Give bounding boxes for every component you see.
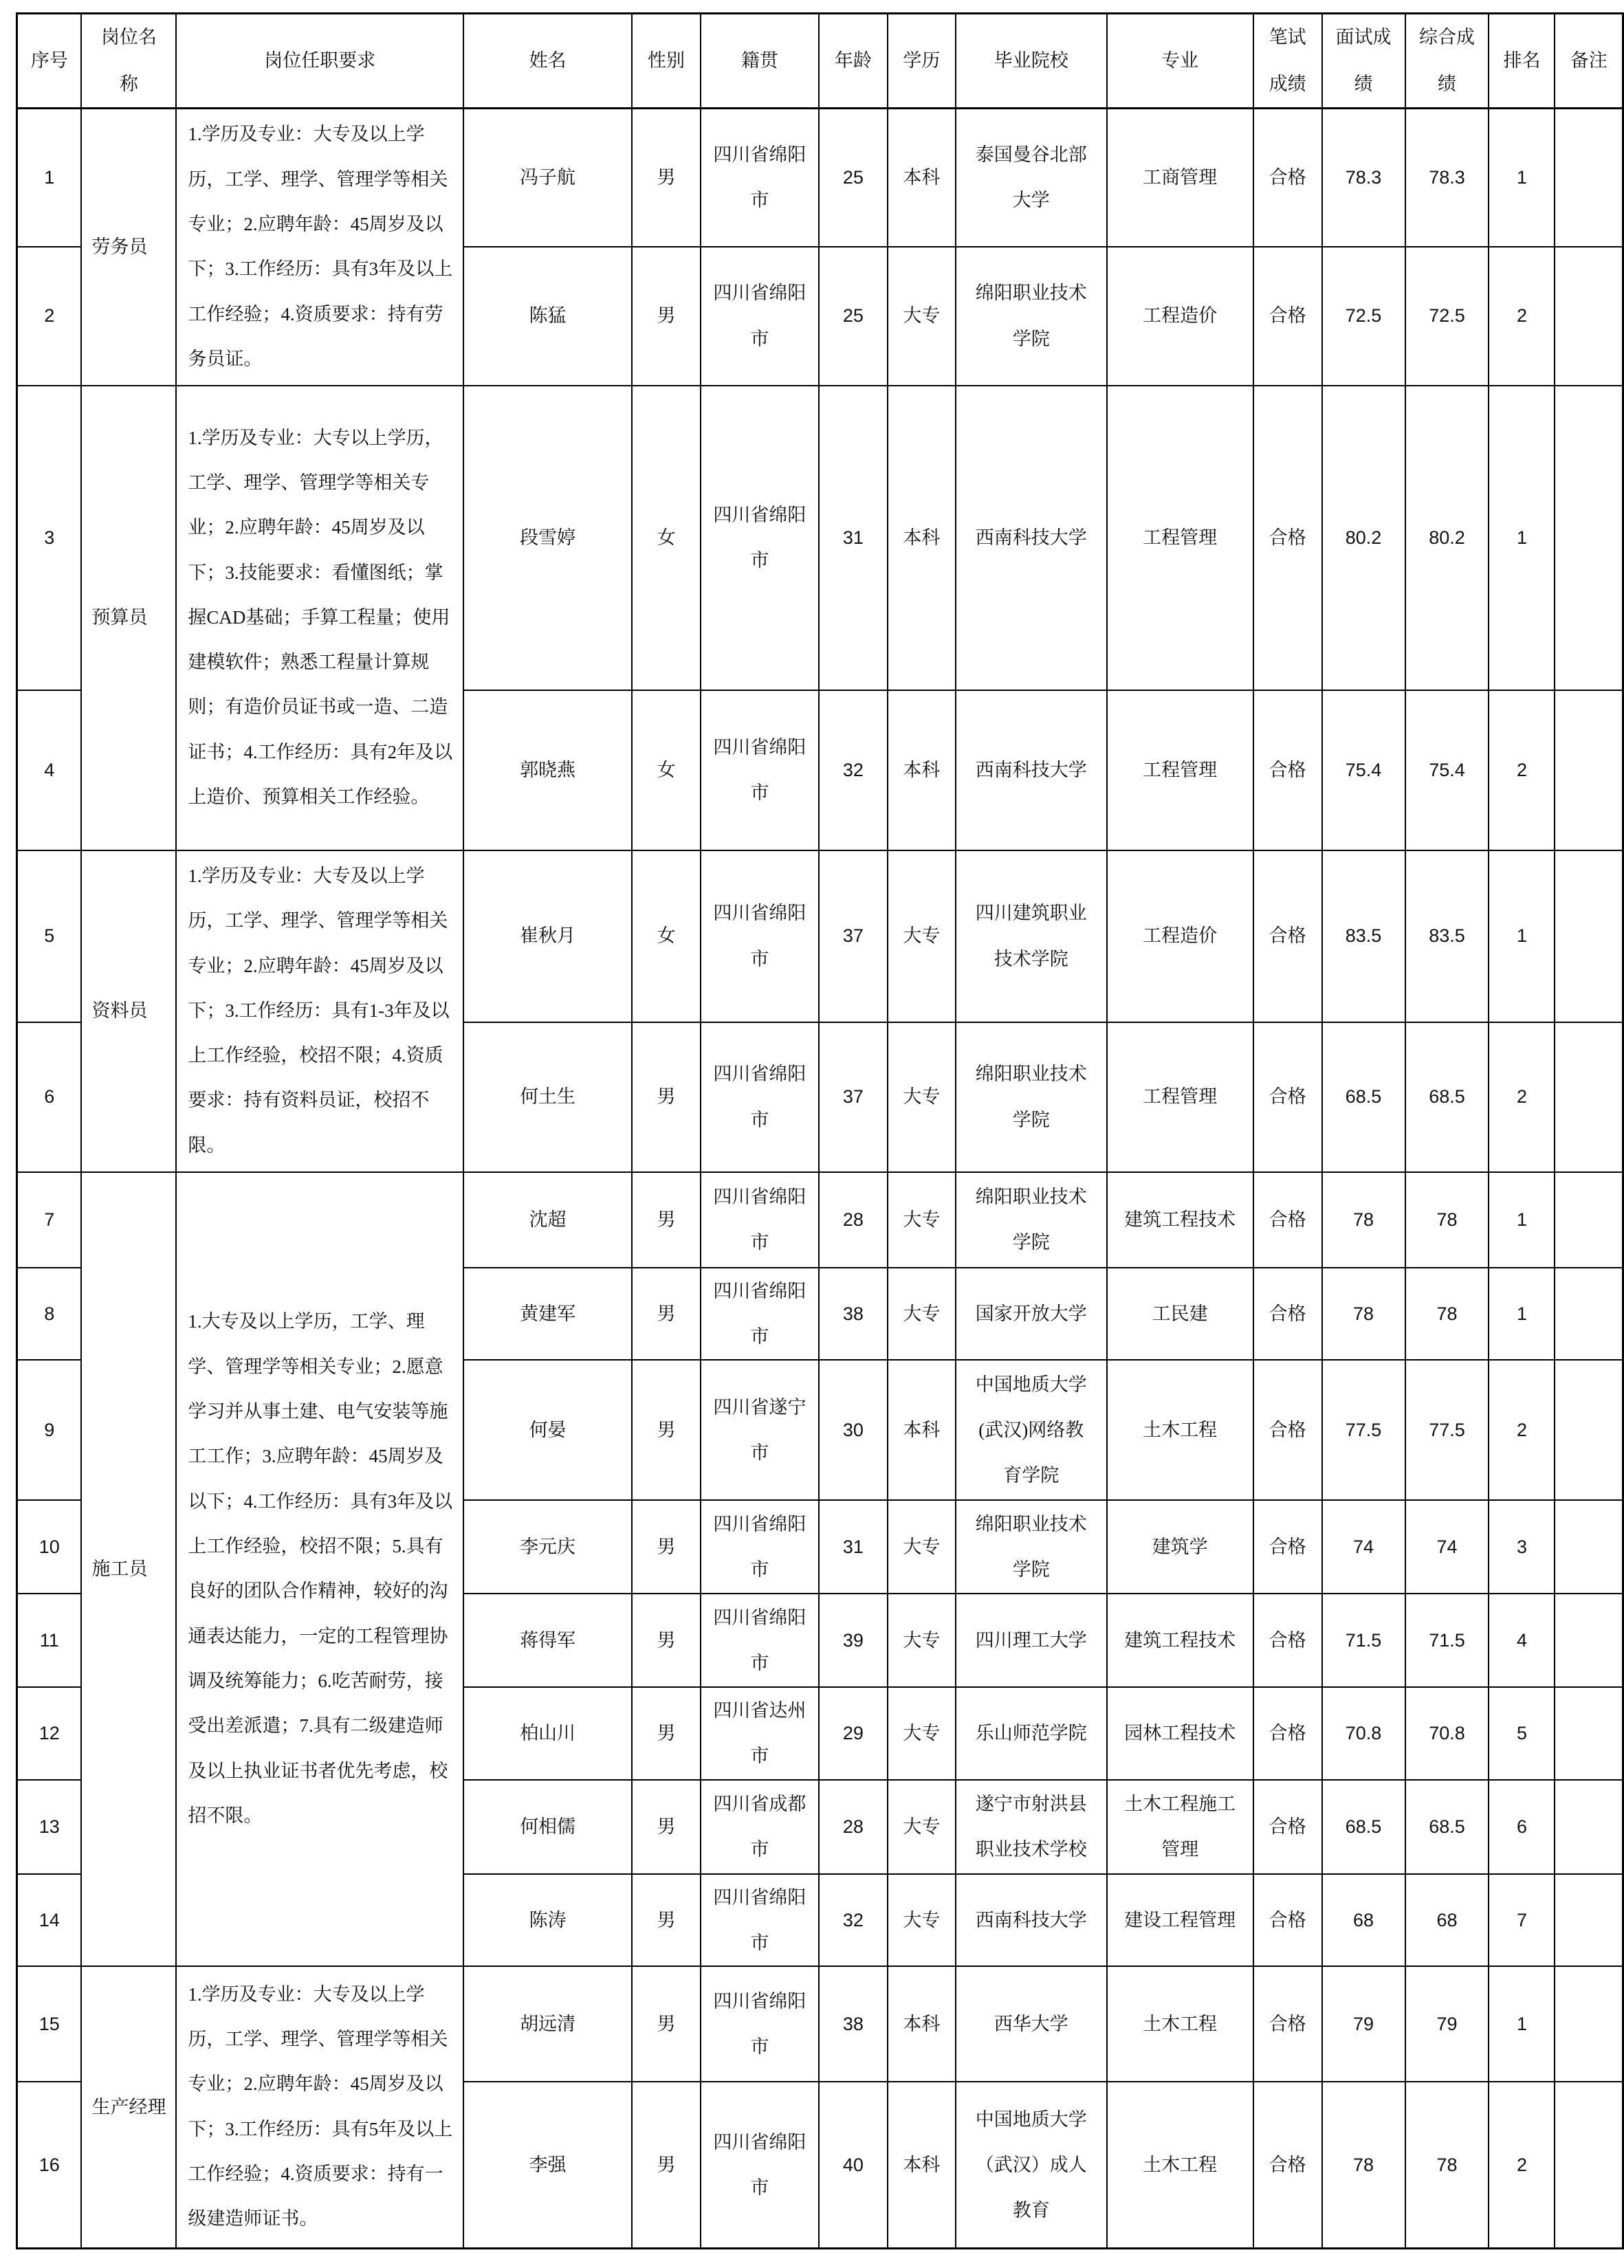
gender: 男: [632, 1022, 701, 1172]
written-score: 合格: [1253, 850, 1322, 1022]
school: 四川建筑职业技术学院: [956, 850, 1107, 1022]
header-col-no: 序号: [17, 14, 82, 109]
education: 大专: [888, 1780, 956, 1874]
candidate-name: 柏山川: [463, 1687, 632, 1780]
origin: 四川省绵阳市: [701, 109, 819, 247]
total-score: 75.4: [1405, 690, 1489, 850]
note: [1555, 109, 1623, 247]
row-number: 8: [17, 1268, 82, 1360]
candidate-name: 黄建军: [463, 1268, 632, 1360]
interview-score: 74: [1322, 1500, 1405, 1594]
candidate-name: 何土生: [463, 1022, 632, 1172]
interview-score: 68.5: [1322, 1780, 1405, 1874]
interview-score: 78: [1322, 1172, 1405, 1268]
age: 38: [819, 1268, 888, 1360]
row-number: 15: [17, 1966, 82, 2082]
header-col-name: 姓名: [463, 14, 632, 109]
age: 38: [819, 1966, 888, 2082]
interview-score: 72.5: [1322, 247, 1405, 386]
written-score: 合格: [1253, 2082, 1322, 2248]
position-requirements: 1.学历及专业：大专以上学历，工学、理学、管理学等相关专业；2.应聘年龄：45周岁及以下；3.技能要求：看懂图纸；掌握CAD基础；手算工程量；使用建模软件；熟悉工程量计算规则；有造价员证书或一造、二造证书；4.工作经历：具有2年及以上造价、预算相关工作经验。: [176, 386, 463, 850]
candidate-name: 李强: [463, 2082, 632, 2248]
school: 乐山师范学院: [956, 1687, 1107, 1780]
rank: 1: [1489, 1966, 1555, 2082]
interview-score: 70.8: [1322, 1687, 1405, 1780]
rank: 2: [1489, 247, 1555, 386]
origin: 四川省成都市: [701, 1780, 819, 1874]
education: 大专: [888, 1874, 956, 1966]
interview-score: 68: [1322, 1874, 1405, 1966]
origin: 四川省绵阳市: [701, 1594, 819, 1687]
candidate-name: 陈涛: [463, 1874, 632, 1966]
major: 工程管理: [1107, 1022, 1253, 1172]
age: 25: [819, 247, 888, 386]
gender: 男: [632, 1687, 701, 1780]
written-score: 合格: [1253, 1874, 1322, 1966]
candidate-name: 郭晓燕: [463, 690, 632, 850]
major: 工民建: [1107, 1268, 1253, 1360]
major: 土木工程: [1107, 1966, 1253, 2082]
age: 32: [819, 690, 888, 850]
age: 25: [819, 109, 888, 247]
header-col-total-score: 综合成绩: [1405, 14, 1489, 109]
row-number: 13: [17, 1780, 82, 1874]
note: [1555, 1874, 1623, 1966]
note: [1555, 690, 1623, 850]
gender: 女: [632, 850, 701, 1022]
origin: 四川省绵阳市: [701, 690, 819, 850]
gender: 男: [632, 1360, 701, 1500]
rank: 6: [1489, 1780, 1555, 1874]
total-score: 71.5: [1405, 1594, 1489, 1687]
rank: 2: [1489, 1022, 1555, 1172]
education: 大专: [888, 247, 956, 386]
note: [1555, 2082, 1623, 2248]
total-score: 83.5: [1405, 850, 1489, 1022]
written-score: 合格: [1253, 690, 1322, 850]
header-col-education: 学历: [888, 14, 956, 109]
total-score: 80.2: [1405, 386, 1489, 690]
origin: 四川省绵阳市: [701, 850, 819, 1022]
total-score: 72.5: [1405, 247, 1489, 386]
total-score: 77.5: [1405, 1360, 1489, 1500]
school: 遂宁市射洪县职业技术学校: [956, 1780, 1107, 1874]
school: 绵阳职业技术学院: [956, 247, 1107, 386]
gender: 男: [632, 1268, 701, 1360]
candidate-name: 沈超: [463, 1172, 632, 1268]
education: 大专: [888, 1172, 956, 1268]
major: 工程造价: [1107, 850, 1253, 1022]
row-number: 16: [17, 2082, 82, 2248]
education: 大专: [888, 1687, 956, 1780]
age: 31: [819, 1500, 888, 1594]
origin: 四川省绵阳市: [701, 1874, 819, 1966]
note: [1555, 1966, 1623, 2082]
position-name: 资料员: [81, 850, 176, 1172]
candidate-results-table: [16, 12, 1624, 2249]
table-row: [17, 1966, 1623, 2082]
education: 本科: [888, 386, 956, 690]
total-score: 70.8: [1405, 1687, 1489, 1780]
education: 大专: [888, 1594, 956, 1687]
education: 大专: [888, 1500, 956, 1594]
total-score: 68: [1405, 1874, 1489, 1966]
note: [1555, 1500, 1623, 1594]
row-number: 2: [17, 247, 82, 386]
origin: 四川省绵阳市: [701, 1966, 819, 2082]
row-number: 14: [17, 1874, 82, 1966]
header-col-requirements: 岗位任职要求: [176, 14, 463, 109]
candidate-name: 何晏: [463, 1360, 632, 1500]
major: 工程造价: [1107, 247, 1253, 386]
position-name: 劳务员: [81, 109, 176, 386]
rank: 3: [1489, 1500, 1555, 1594]
note: [1555, 1172, 1623, 1268]
age: 30: [819, 1360, 888, 1500]
total-score: 78: [1405, 1268, 1489, 1360]
interview-score: 75.4: [1322, 690, 1405, 850]
interview-score: 71.5: [1322, 1594, 1405, 1687]
education: 本科: [888, 1966, 956, 2082]
gender: 男: [632, 247, 701, 386]
school: 绵阳职业技术学院: [956, 1172, 1107, 1268]
interview-score: 80.2: [1322, 386, 1405, 690]
interview-score: 78.3: [1322, 109, 1405, 247]
school: 绵阳职业技术学院: [956, 1500, 1107, 1594]
note: [1555, 1687, 1623, 1780]
school: 西南科技大学: [956, 386, 1107, 690]
major: 建筑工程技术: [1107, 1172, 1253, 1268]
rank: 2: [1489, 1360, 1555, 1500]
written-score: 合格: [1253, 386, 1322, 690]
school: 四川理工大学: [956, 1594, 1107, 1687]
table-row: [17, 850, 1623, 1022]
gender: 男: [632, 1500, 701, 1594]
school: 西华大学: [956, 1966, 1107, 2082]
gender: 男: [632, 1966, 701, 2082]
age: 40: [819, 2082, 888, 2248]
note: [1555, 1780, 1623, 1874]
major: 工商管理: [1107, 109, 1253, 247]
written-score: 合格: [1253, 1687, 1322, 1780]
origin: 四川省绵阳市: [701, 386, 819, 690]
written-score: 合格: [1253, 1966, 1322, 2082]
candidate-name: 蒋得军: [463, 1594, 632, 1687]
age: 39: [819, 1594, 888, 1687]
interview-score: 79: [1322, 1966, 1405, 2082]
total-score: 78: [1405, 2082, 1489, 2248]
total-score: 78.3: [1405, 109, 1489, 247]
written-score: 合格: [1253, 1360, 1322, 1500]
origin: 四川省绵阳市: [701, 1022, 819, 1172]
total-score: 74: [1405, 1500, 1489, 1594]
header-col-major: 专业: [1107, 14, 1253, 109]
rank: 7: [1489, 1874, 1555, 1966]
origin: 四川省遂宁市: [701, 1360, 819, 1500]
position-requirements: 1.学历及专业：大专及以上学历，工学、理学、管理学等相关专业；2.应聘年龄：45周岁及以下；3.工作经历：具有5年及以上工作经验；4.资质要求：持有一级建造师证书。: [176, 1966, 463, 2248]
major: 土木工程施工管理: [1107, 1780, 1253, 1874]
age: 32: [819, 1874, 888, 1966]
gender: 男: [632, 1874, 701, 1966]
education: 大专: [888, 1022, 956, 1172]
note: [1555, 247, 1623, 386]
total-score: 78: [1405, 1172, 1489, 1268]
origin: 四川省达州市: [701, 1687, 819, 1780]
rank: 1: [1489, 1268, 1555, 1360]
row-number: 1: [17, 109, 82, 247]
rank: 1: [1489, 1172, 1555, 1268]
row-number: 7: [17, 1172, 82, 1268]
total-score: 68.5: [1405, 1022, 1489, 1172]
school: 中国地质大学（武汉）成人教育: [956, 2082, 1107, 2248]
candidate-name: 陈猛: [463, 247, 632, 386]
education: 本科: [888, 109, 956, 247]
school: 国家开放大学: [956, 1268, 1107, 1360]
age: 37: [819, 850, 888, 1022]
note: [1555, 1022, 1623, 1172]
school: 西南科技大学: [956, 1874, 1107, 1966]
rank: 1: [1489, 109, 1555, 247]
candidate-name: 段雪婷: [463, 386, 632, 690]
total-score: 79: [1405, 1966, 1489, 2082]
position-name: 预算员: [81, 386, 176, 850]
age: 28: [819, 1780, 888, 1874]
origin: 四川省绵阳市: [701, 1172, 819, 1268]
origin: 四川省绵阳市: [701, 1500, 819, 1594]
candidate-name: 胡远清: [463, 1966, 632, 2082]
education: 大专: [888, 850, 956, 1022]
position-requirements: 1.大专及以上学历，工学、理学、管理学等相关专业；2.愿意学习并从事土建、电气安装等施工工作；3.应聘年龄：45周岁及以下；4.工作经历：具有3年及以上工作经验，校招不限；5.具有良好的团队合作精神，较好的沟通表达能力，一定的工程管理协调及统筹能力；6.吃苦耐劳，接受出差派遣；7.具有二级建造师及以上执业证书者优先考虑，校招不限。: [176, 1172, 463, 1967]
table-row: [17, 109, 1623, 247]
header-col-origin: 籍贯: [701, 14, 819, 109]
major: 工程管理: [1107, 690, 1253, 850]
row-number: 11: [17, 1594, 82, 1687]
gender: 女: [632, 690, 701, 850]
education: 本科: [888, 1360, 956, 1500]
candidate-name: 何相儒: [463, 1780, 632, 1874]
school: 泰国曼谷北部大学: [956, 109, 1107, 247]
rank: 2: [1489, 2082, 1555, 2248]
school: 西南科技大学: [956, 690, 1107, 850]
major: 园林工程技术: [1107, 1687, 1253, 1780]
gender: 男: [632, 1594, 701, 1687]
major: 土木工程: [1107, 1360, 1253, 1500]
header-col-school: 毕业院校: [956, 14, 1107, 109]
major: 建筑工程技术: [1107, 1594, 1253, 1687]
header-col-position: 岗位名称: [81, 14, 176, 109]
age: 31: [819, 386, 888, 690]
written-score: 合格: [1253, 1594, 1322, 1687]
table-row: [17, 1172, 1623, 1268]
school: 中国地质大学(武汉)网络教育学院: [956, 1360, 1107, 1500]
note: [1555, 850, 1623, 1022]
row-number: 10: [17, 1500, 82, 1594]
origin: 四川省绵阳市: [701, 247, 819, 386]
age: 29: [819, 1687, 888, 1780]
interview-score: 77.5: [1322, 1360, 1405, 1500]
note: [1555, 1268, 1623, 1360]
gender: 男: [632, 109, 701, 247]
major: 土木工程: [1107, 2082, 1253, 2248]
education: 大专: [888, 1268, 956, 1360]
written-score: 合格: [1253, 1500, 1322, 1594]
row-number: 5: [17, 850, 82, 1022]
rank: 2: [1489, 690, 1555, 850]
major: 工程管理: [1107, 386, 1253, 690]
note: [1555, 1360, 1623, 1500]
gender: 男: [632, 2082, 701, 2248]
rank: 1: [1489, 386, 1555, 690]
header-col-age: 年龄: [819, 14, 888, 109]
written-score: 合格: [1253, 1780, 1322, 1874]
header-col-note: 备注: [1555, 14, 1623, 109]
age: 37: [819, 1022, 888, 1172]
candidate-name: 李元庆: [463, 1500, 632, 1594]
row-number: 6: [17, 1022, 82, 1172]
origin: 四川省绵阳市: [701, 2082, 819, 2248]
gender: 男: [632, 1780, 701, 1874]
written-score: 合格: [1253, 1268, 1322, 1360]
written-score: 合格: [1253, 109, 1322, 247]
written-score: 合格: [1253, 1172, 1322, 1268]
position-name: 施工员: [81, 1172, 176, 1967]
header-col-written-score: 笔试成绩: [1253, 14, 1322, 109]
gender: 女: [632, 386, 701, 690]
row-number: 4: [17, 690, 82, 850]
origin: 四川省绵阳市: [701, 1268, 819, 1360]
row-number: 9: [17, 1360, 82, 1500]
header-col-gender: 性别: [632, 14, 701, 109]
header-col-rank: 排名: [1489, 14, 1555, 109]
table-row: [17, 386, 1623, 690]
row-number: 12: [17, 1687, 82, 1780]
major: 建设工程管理: [1107, 1874, 1253, 1966]
position-requirements: 1.学历及专业：大专及以上学历，工学、理学、管理学等相关专业；2.应聘年龄：45周岁及以下；3.工作经历：具有1-3年及以上工作经验，校招不限；4.资质要求：持有资料员证，校招不限。: [176, 850, 463, 1172]
candidate-name: 崔秋月: [463, 850, 632, 1022]
position-name: 生产经理: [81, 1966, 176, 2248]
education: 本科: [888, 2082, 956, 2248]
interview-score: 83.5: [1322, 850, 1405, 1022]
candidate-name: 冯子航: [463, 109, 632, 247]
rank: 5: [1489, 1687, 1555, 1780]
total-score: 68.5: [1405, 1780, 1489, 1874]
written-score: 合格: [1253, 247, 1322, 386]
written-score: 合格: [1253, 1022, 1322, 1172]
interview-score: 78: [1322, 2082, 1405, 2248]
interview-score: 68.5: [1322, 1022, 1405, 1172]
school: 绵阳职业技术学院: [956, 1022, 1107, 1172]
interview-score: 78: [1322, 1268, 1405, 1360]
header-row: [17, 14, 1623, 109]
education: 本科: [888, 690, 956, 850]
gender: 男: [632, 1172, 701, 1268]
note: [1555, 1594, 1623, 1687]
note: [1555, 386, 1623, 690]
major: 建筑学: [1107, 1500, 1253, 1594]
rank: 1: [1489, 850, 1555, 1022]
row-number: 3: [17, 386, 82, 690]
position-requirements: 1.学历及专业：大专及以上学历，工学、理学、管理学等相关专业；2.应聘年龄：45周岁及以下；3.工作经历：具有3年及以上工作经验；4.资质要求：持有劳务员证。: [176, 109, 463, 386]
rank: 4: [1489, 1594, 1555, 1687]
age: 28: [819, 1172, 888, 1268]
header-col-interview-score: 面试成绩: [1322, 14, 1405, 109]
